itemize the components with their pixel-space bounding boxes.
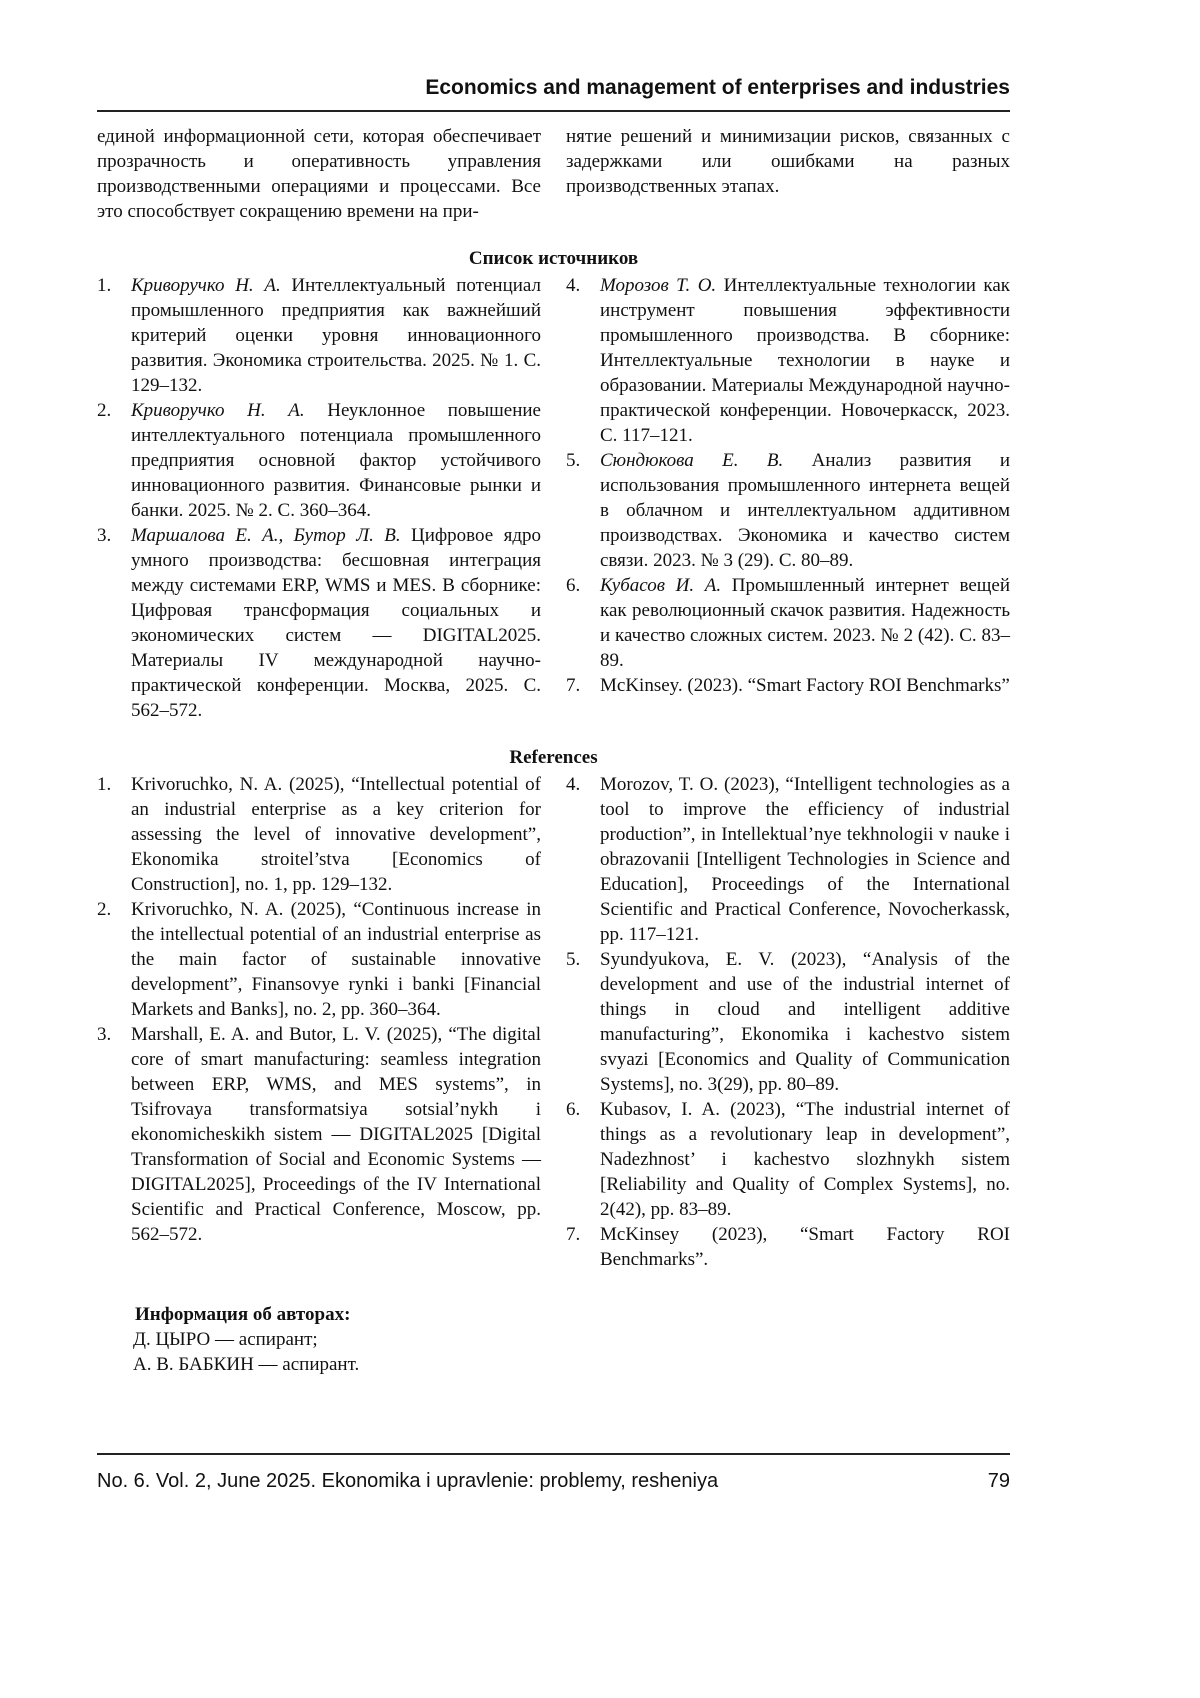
body-text — [97, 124, 1010, 224]
item-text: Промышленный интернет вещей как революционный скачок развития. Надежность и качество сложных систем. 2023. № 2 (42). С. 83–89. — [600, 575, 1010, 671]
item-author: Криворучко Н. А. — [131, 400, 305, 421]
header-rule — [97, 110, 1010, 112]
item-number: 2. — [97, 897, 111, 922]
item-number: 4. — [566, 772, 580, 797]
item-number: 6. — [566, 573, 580, 598]
item-text: McKinsey. (2023). “Smart Factory ROI Benchmarks” — [600, 675, 1010, 696]
item-text: McKinsey (2023), “Smart Factory ROI Benchmarks”. — [600, 1224, 1010, 1270]
item-text: Интеллектуальный потенциал промышленного предприятия как важнейший критерий оценки уровня инновационного развития. Экономика строительства. 2025. № 1. С. 129–132. — [131, 275, 541, 396]
reference-item — [97, 273, 541, 398]
author-info-title: Информация об авторах: — [135, 1304, 350, 1325]
item-number: 1. — [97, 772, 111, 797]
sources-heading: Список источников — [97, 248, 1010, 270]
item-number: 2. — [97, 398, 111, 423]
reference-item — [566, 1097, 1010, 1222]
item-number: 1. — [97, 273, 111, 298]
item-text: Анализ развития и использования промышленного интернета вещей в облачном и интеллектуальном аддитивном производствах. Экономика и качество систем связи. 2023. № 3 (29). С. 80–89. — [600, 450, 1010, 571]
item-author: Маршалова Е. А., Бутор Л. В. — [131, 525, 401, 546]
item-number: 4. — [566, 273, 580, 298]
item-author: Кубасов И. А. — [600, 575, 721, 596]
reference-item — [566, 448, 1010, 573]
references-right-column — [566, 772, 1010, 1272]
item-author: Криворучко Н. А. — [131, 275, 281, 296]
item-text: Krivoruchko, N. A. (2025), “Continuous increase in the intellectual potential of an industrial enterprise as the main factor of sustainable innovative development”, Finansovye rynki i banki [Financial Markets and Banks], no. 2, pp. 360–364. — [131, 899, 541, 1020]
item-text: Marshall, E. A. and Butor, L. V. (2025), “The digital core of smart manufacturing: seamless integration between ERP, WMS, and MES systems”, in Tsifrovaya transformatsiya sotsial’nykh i ekonomicheskikh sistem — DIGITAL2025 [Digital Transformation of Social and Economic Systems — DIGITAL2025], Proceedings of the IV International Scientific and Practical Conference, Moscow, pp. 562–572. — [131, 1024, 541, 1245]
sources-list — [97, 273, 1010, 723]
item-number: 6. — [566, 1097, 580, 1122]
reference-item — [97, 398, 541, 523]
item-text: Krivoruchko, N. A. (2025), “Intellectual potential of an industrial enterprise as a key criterion for assessing the level of innovative development”, Ekonomika stroitel’stva [Economics of Construction], no. 1, pp. 129–132. — [131, 774, 541, 895]
item-text: Syundyukova, E. V. (2023), “Analysis of the development and use of the industrial internet of things in cloud and intelligent additive manufacturing”, Ekonomika i kachestvo sistem svyazi [Economics and Quality of Communication Systems], no. 3(29), pp. 80–89. — [600, 949, 1010, 1095]
author-line: А. В. БАБКИН — аспирант. — [133, 1352, 359, 1377]
reference-item — [97, 897, 541, 1022]
reference-item — [97, 1022, 541, 1247]
item-number: 7. — [566, 1222, 580, 1247]
journal-citation: No. 6. Vol. 2, June 2025. Ekonomika i upravlenie: problemy, resheniya — [97, 1470, 718, 1493]
body-left-column: единой информационной сети, которая обеспечивает прозрачность и оперативность управления производственными операциями и процессами. Все это способствует сокращению времени на при- — [97, 124, 541, 224]
reference-item — [97, 523, 541, 723]
reference-item — [566, 947, 1010, 1097]
sources-left-column — [97, 273, 541, 723]
references-list — [97, 772, 1010, 1272]
item-number: 7. — [566, 673, 580, 698]
page-footer — [97, 1470, 1010, 1493]
item-text: Интеллектуальные технологии как инструмент повышения эффективности промышленного производства. В сборнике: Интеллектуальные технологии в науке и образовании. Материалы Международной научно-практической конференции. Новочеркасск, 2023. С. 117–121. — [600, 275, 1010, 446]
body-right-column: нятие решений и минимизации рисков, связанных с задержками или ошибками на разных производственных этапах. — [566, 124, 1010, 224]
item-text: Kubasov, I. A. (2023), “The industrial internet of things as a revolutionary leap in development”, Nadezhnost’ i kachestvo slozhnykh sistem [Reliability and Quality of Complex Systems], no. 2(42), pp. 83–89. — [600, 1099, 1010, 1220]
item-number: 3. — [97, 523, 111, 548]
item-text: Morozov, T. O. (2023), “Intelligent technologies as a tool to improve the efficiency of industrial production”, in Intellektual’nye tekhnologii v nauke i obrazovanii [Intelligent Technologies in Science and Education], Proceedings of the International Scientific and Practical Conference, Novocherkassk, pp. 117–121. — [600, 774, 1010, 945]
sources-right-column — [566, 273, 1010, 723]
reference-item — [566, 573, 1010, 673]
item-text: Цифровое ядро умного производства: бесшовная интеграция между системами ERP, WMS и MES. В сборнике: Цифровая трансформация социальных и экономических систем — DIGITAL2025. Материалы IV международной научно-практической конференции. Москва, 2025. С. 562–572. — [131, 525, 541, 721]
page-number: 79 — [988, 1470, 1010, 1493]
item-number: 5. — [566, 947, 580, 972]
reference-item — [566, 673, 1010, 698]
reference-item — [566, 772, 1010, 947]
footer-rule — [97, 1453, 1010, 1455]
item-author: Морозов Т. О. — [600, 275, 716, 296]
running-header: Economics and management of enterprises and industries — [97, 76, 1010, 100]
item-number: 5. — [566, 448, 580, 473]
reference-item — [97, 772, 541, 897]
references-left-column — [97, 772, 541, 1272]
author-info — [135, 1302, 359, 1377]
references-heading: References — [97, 747, 1010, 769]
item-number: 3. — [97, 1022, 111, 1047]
reference-item — [566, 273, 1010, 448]
item-author: Сюндюкова Е. В. — [600, 450, 783, 471]
author-line: Д. ЦЫРО — аспирант; — [133, 1327, 359, 1352]
item-text: Неуклонное повышение интеллектуального потенциала промышленного предприятия основной фактор устойчивого инновационного развития. Финансовые рынки и банки. 2025. № 2. С. 360–364. — [131, 400, 541, 521]
reference-item — [566, 1222, 1010, 1272]
